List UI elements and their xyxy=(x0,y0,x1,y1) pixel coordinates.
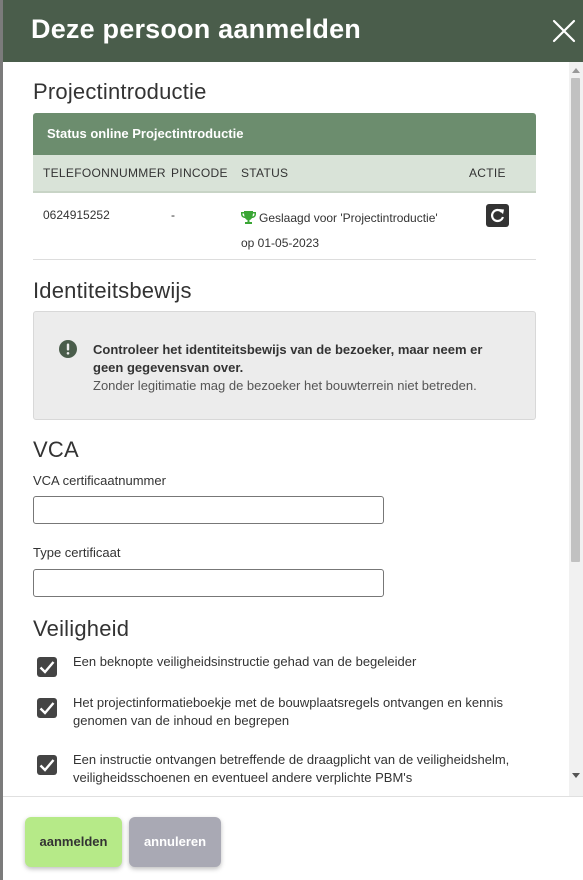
exclamation-icon xyxy=(59,340,77,358)
identity-alert xyxy=(33,311,536,420)
table-row xyxy=(33,193,536,260)
column-header-phone: TELEFOONNUMMER xyxy=(43,166,166,180)
trophy-icon xyxy=(241,211,256,224)
cell-phone: 0624915252 xyxy=(43,208,110,222)
status-text: Geslaagd voor 'Projectintroductie' xyxy=(259,211,438,225)
safety-checkbox[interactable] xyxy=(37,657,57,677)
status-date: op 01-05-2023 xyxy=(241,236,320,250)
section-title-identiteitsbewijs: Identiteitsbewijs xyxy=(33,278,192,303)
modal-title: Deze persoon aanmelden xyxy=(31,14,361,44)
column-header-action: ACTIE xyxy=(469,166,506,180)
safety-item-label: Een instructie ontvangen betreffende de draagplicht van de veiligheidshelm, veiligheidsschoenen en eventueel andere verplichte PBM's xyxy=(73,752,510,785)
scroll-up-arrow-icon[interactable] xyxy=(572,68,580,73)
alert-message: Zonder legitimatie mag de bezoeker het bouwterrein niet betreden. xyxy=(93,378,477,393)
cell-pin: - xyxy=(171,208,175,222)
certificate-type-input[interactable] xyxy=(33,569,384,597)
refresh-button[interactable] xyxy=(486,204,509,227)
checkmark-icon xyxy=(39,660,55,674)
modal-body[interactable] xyxy=(3,62,569,796)
column-header-pin: PINCODE xyxy=(171,166,228,180)
section-title-projectintroductie: Projectintroductie xyxy=(33,79,207,104)
cancel-button[interactable]: annuleren xyxy=(129,817,221,867)
table-caption: Status online Projectintroductie xyxy=(33,113,536,155)
register-person-modal xyxy=(3,0,583,880)
column-header-status: STATUS xyxy=(241,166,289,180)
checkmark-icon xyxy=(39,758,55,772)
safety-checkbox[interactable] xyxy=(37,755,57,775)
checkmark-icon xyxy=(39,701,55,715)
project-intro-table xyxy=(33,113,536,260)
cell-status xyxy=(241,206,471,256)
close-icon xyxy=(551,18,577,44)
modal-footer xyxy=(3,796,583,880)
alert-title: Controleer het identiteitsbewijs van de bezoeker, maar neem er geen gegevensvan over. xyxy=(93,342,483,375)
safety-checkbox[interactable] xyxy=(37,698,57,718)
scroll-down-arrow-icon[interactable] xyxy=(572,773,580,778)
safety-item-label: Het projectinformatieboekje met de bouwplaatsregels ontvangen en kennis genomen van de inhoud en begrepen xyxy=(73,695,503,728)
close-button[interactable] xyxy=(551,18,577,44)
modal-header xyxy=(3,0,583,62)
vca-number-input[interactable] xyxy=(33,496,384,524)
section-title-vca: VCA xyxy=(33,437,79,462)
safety-item-label: Een beknopte veiligheidsinstructie gehad van de begeleider xyxy=(73,654,417,669)
scrollbar-thumb[interactable] xyxy=(571,78,580,562)
scrollbar[interactable] xyxy=(569,62,583,796)
certificate-type-label: Type certificaat xyxy=(33,545,121,560)
section-title-veiligheid: Veiligheid xyxy=(33,616,130,641)
vca-number-label: VCA certificaatnummer xyxy=(33,473,166,488)
table-header xyxy=(33,155,536,193)
submit-button[interactable]: aanmelden xyxy=(25,817,122,867)
refresh-icon xyxy=(490,208,505,223)
